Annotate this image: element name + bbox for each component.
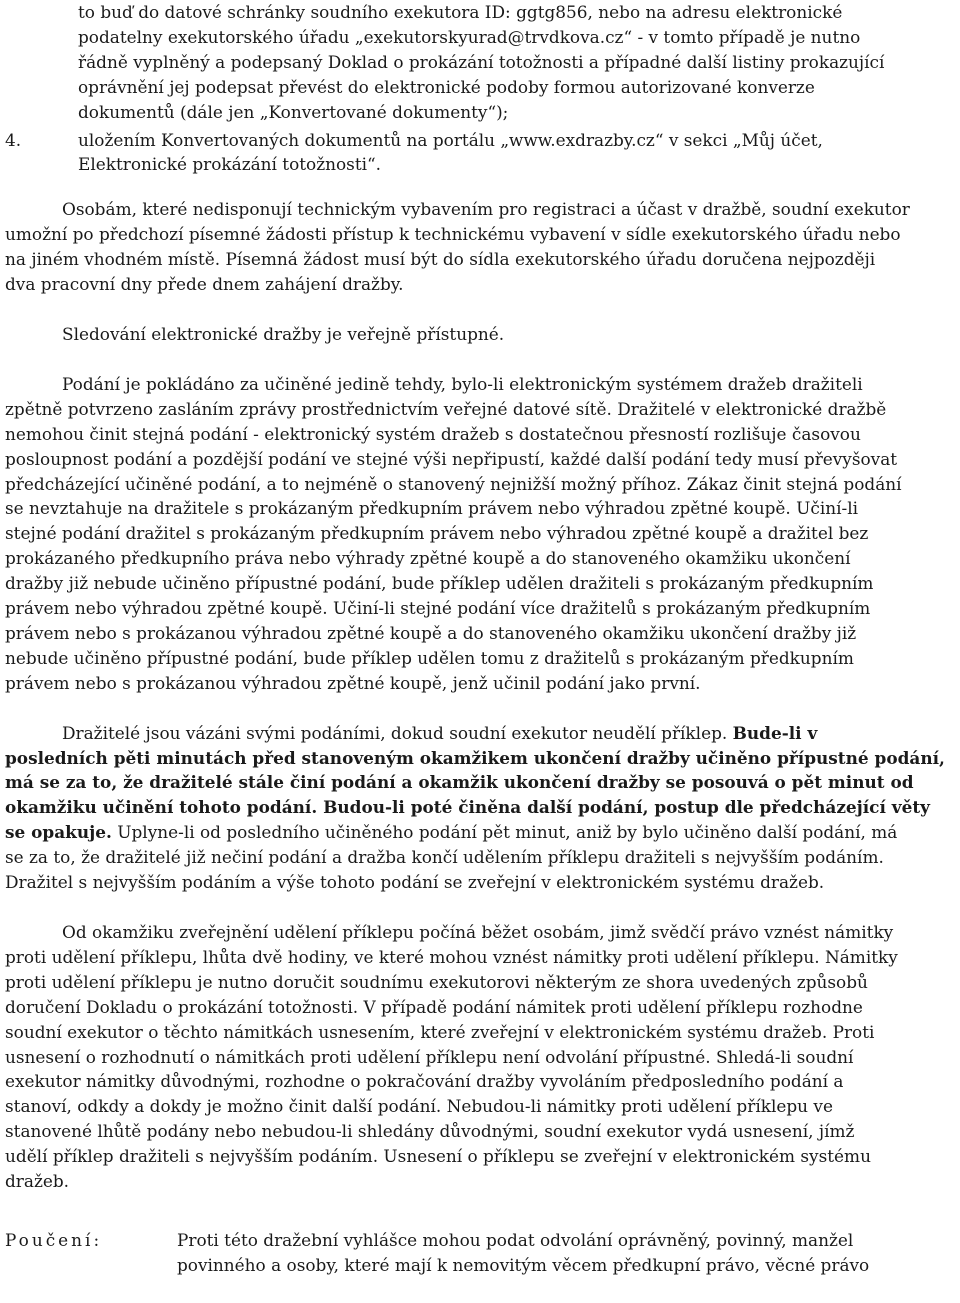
list-number: 4.: [5, 129, 22, 150]
list-item-4: [5, 128, 958, 178]
list-item-3-text: to buď do datové schránky soudního exekutora ID: ggtg856, nebo na adresu elektronické podatelny exekutorského úřadu „exekutorskyurad@trvdkova.cz“ - v tomto případě je nutno řádně vyplněný a podepsaný Doklad o prokázání totožnosti a případné další listiny prokazující oprávnění jej podepsat převést do elektronické podoby formou autorizované konverze dokumentů (dále jen „Konvertované dokumenty“);: [78, 2, 885, 122]
paragraph-technical-access: Osobám, které nedisponují technickým vybavením pro registraci a účast v dražbě, soudní exekutor umožní po předchozí písemné žádosti přístup k technickému vybavení v sídle exekutorského úřadu nebo na jiném vhodném místě. Písemná žádost musí být do sídla exekutorského úřadu doručena nejpozději dva pracovní dny přede dnem zahájení dražby.: [5, 199, 910, 295]
list-item-4-text: uložením Konvertovaných dokumentů na portálu „www.exdrazby.cz“ v sekci „Můj účet, Elektronické prokázání totožnosti“.: [78, 129, 823, 175]
pouceni-label: Poučení:: [5, 1229, 103, 1250]
pouceni-section: [5, 1228, 958, 1278]
paragraph-bids: Podání je pokládáno za učiněné jedině tehdy, bylo-li elektronickým systémem dražeb dražiteli zpětně potvrzeno zasláním zprávy prostřednictvím veřejné datové sítě. Dražitelé v elektronické dražbě nemohou činit stejná podání - elektronický systém dražeb s dostatečnou přesností rozlišuje časovou posloupnost podání a pozdější podání ve stejné výši nepřipustí, každé další podání tedy musí převyšovat předcházející učiněné podání, a to nejméně o stanovený nejnižší možný příhoz. Zákaz činit stejná podání se nevztahuje na dražitele s prokázaným předkupním právem nebo výhradou zpětné koupě. Učiní-li stejné podání dražitel s prokázaným předkupním právem nebo výhradou zpětné koupě a dražitel bez prokázaného předkupního práva nebo výhrady zpětné koupě a do stanoveného okamžiku ukončení dražby již nebude učiněno přípustné podání, bude příklep udělen dražiteli s prokázaným předkupním právem nebo výhradou zpětné koupě. Učiní-li stejné podání více dražitelů s prokázaným předkupním právem nebo s prokázanou výhradou zpětné koupě a do stanoveného okamžiku ukončení dražby již nebude učiněno přípustné podání, bude příklep udělen tomu z dražitelů s prokázaným předkupním právem nebo s prokázanou výhradou zpětné koupě, jenž učinil podání jako první.: [5, 373, 902, 693]
paragraph-objections: Od okamžiku zveřejnění udělení příklepu počíná běžet osobám, jimž svědčí právo vznést námitky proti udělení příklepu, lhůta dvě hodiny, ve které mohou vznést námitky proti udělení příklepu. Námitky proti udělení příklepu je nutno doručit soudnímu exekutorovi některým ze shora uvedených způsobů doručení Dokladu o prokázání totožnosti. V případě podání námitek proti udělení příklepu rozhodne soudní exekutor o těchto námitkách usnesením, které zveřejní v elektronickém systému dražeb. Proti usnesení o rozhodnutí o námitkách proti udělení příklepu není odvolání přípustné. Shledá-li soudní exekutor námitky důvodnými, rozhodne o pokračování dražby vyvoláním předposledního podání a stanoví, odkdy a dokdy je možno činit další podání. Nebudou-li námitky proti udělení příklepu ve stanovené lhůtě podány nebo nebudou-li shledány důvodnými, soudní exekutor vydá usnesení, jímž udělí příklep dražiteli s nejvyšším podáním. Usnesení o příklepu se zveřejní v elektronickém systému dražeb.: [5, 922, 898, 1192]
document-page: [5, 0, 958, 1278]
pouceni-text: Proti této dražební vyhlášce mohou podat odvolání oprávněný, povinný, manžel povinného a osoby, které mají k nemovitým věcem předkupní právo, věcné právo: [177, 1229, 870, 1275]
list-item-3-continuation: [5, 0, 958, 125]
paragraph-bidders-bound: Dražitelé jsou vázáni svými podáními, dokud soudní exekutor neudělí příklep. Bude-li v posledních pěti minutách před stanoveným okamžikem ukončení dražby učiněno přípustné podání, má se za to, že dražitelé stále činí podání a okamžik ukončení dražby se posouvá o pět minut od okamžiku učinění tohoto podání. Budou-li poté činěna další podání, postup dle předcházející věty se opakuje. Uplyne-li od posledního učiněného podání pět minut, aniž by bylo učiněno další podání, má se za to, že dražitelé již nečiní podání a dražba končí udělením příklepu dražiteli s nejvyšším podáním. Dražitel s nejvyšším podáním a výše tohoto podání se zveřejní v elektronickém systému dražeb.: [5, 722, 945, 893]
paragraph-public-access: Sledování elektronické dražby je veřejně přístupné.: [62, 323, 505, 344]
